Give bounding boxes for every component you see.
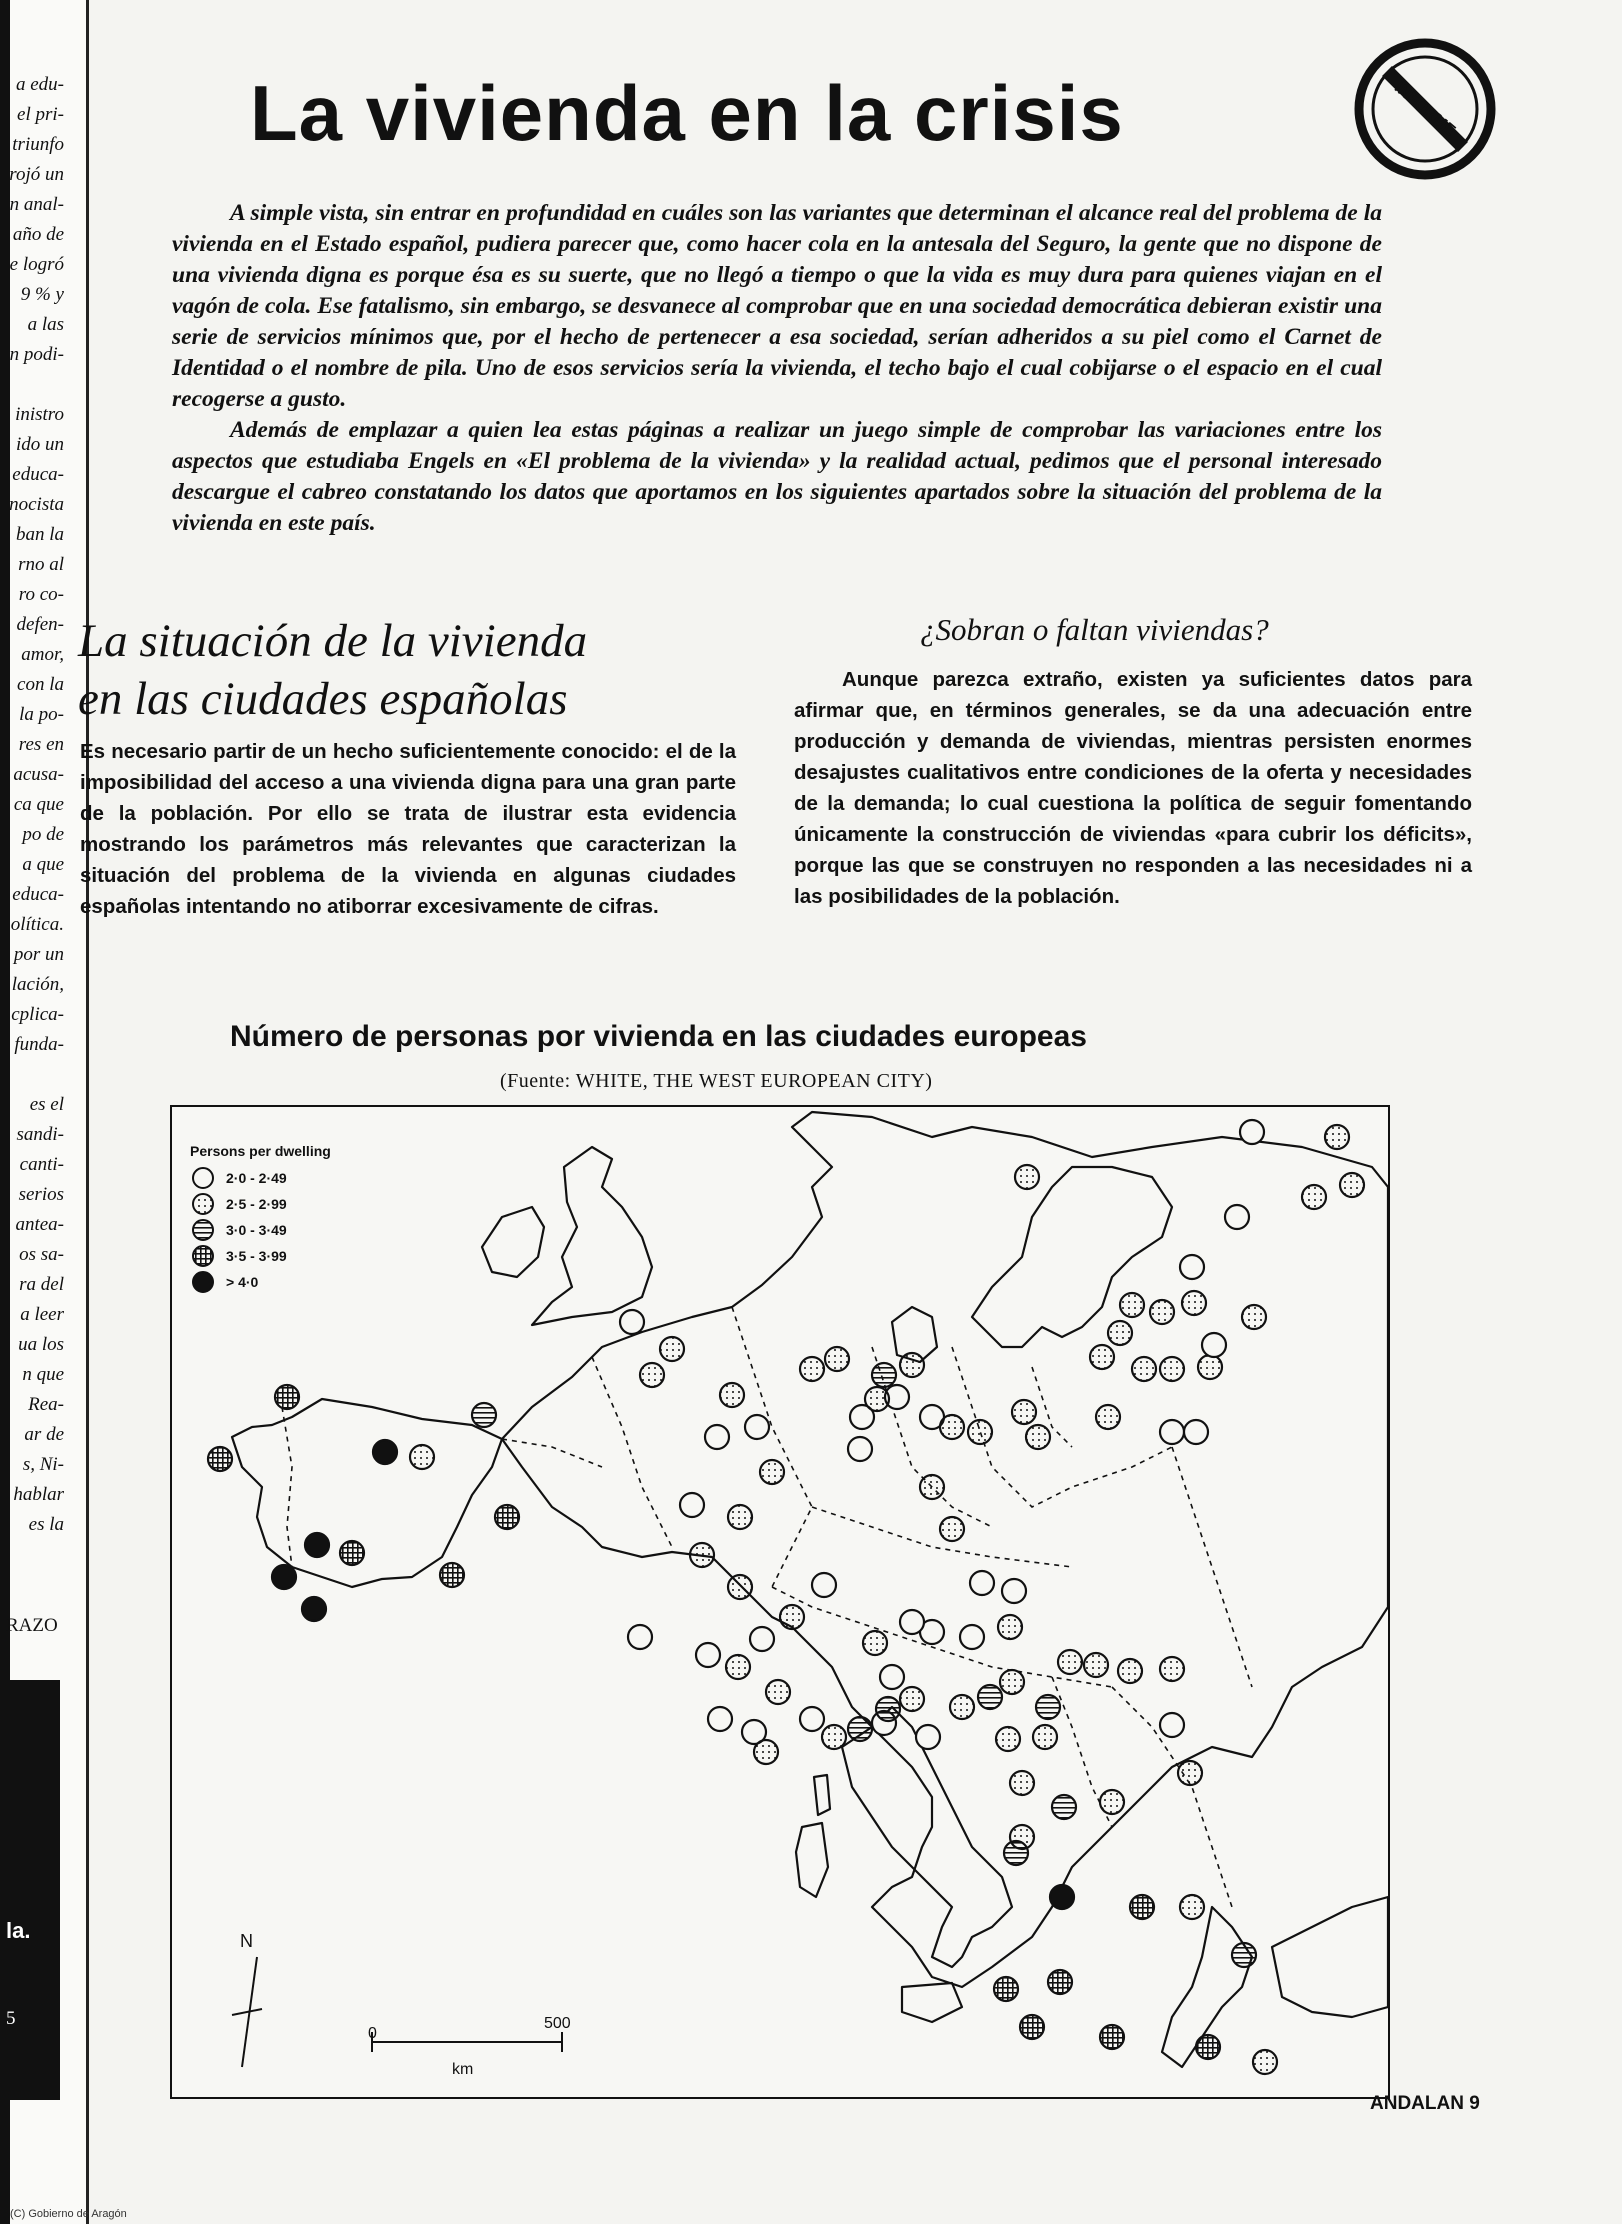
previous-page-line: olítica. [10,914,64,935]
previous-page-line: defen- [16,614,64,635]
map-source: (Fuente: WHITE, THE WEST EUROPEAN CITY) [500,1070,933,1092]
previous-page-line: sandi- [16,1124,64,1145]
previous-page-line: cplica- [11,1004,64,1025]
city-marker [900,1687,924,1711]
section-body-situacion: Es necesario partir de un hecho suficientemente conocido: el de la imposibilidad del acceso a una vivienda digna para una gran parte de la población. Por ello se trata de ilustrar esta evidencia mostrando los parámetros más relevantes que caracterizan la situación del problema de la vivienda en algunas ciudades españolas intentando no atiborrar excesivamente de cifras. [80,740,736,918]
legend-label: 2·0 - 2·49 [226,1170,287,1186]
city-marker [1150,1300,1174,1324]
city-marker [950,1695,974,1719]
city-marker [208,1447,232,1471]
section-body-sobran: Aunque parezca extraño, existen ya suficientes datos para afirmar que, en términos generales, se da una adecuación entre producción y demanda de viviendas, mientras persisten enormes desajustes cualitativos entre condiciones de la oferta y necesidades de la demanda; lo cual cuestiona la política de seguir fomentando únicamente la construcción de viviendas «para cubrir los déficits», porque las que se construyen no responden a las necesidades ni a las posibilidades de la población. [794,668,1472,908]
city-marker [760,1460,784,1484]
previous-page-line: la po- [19,704,64,725]
previous-page-line: a edu- [15,74,64,95]
previous-page-line: con la [17,674,64,695]
legend-label: 3·5 - 3·99 [226,1248,287,1264]
previous-page-line: educa- [12,884,64,905]
sicily-coast [902,1983,962,2022]
city-marker [1178,1761,1202,1785]
city-marker [705,1425,729,1449]
city-marker [1020,2015,1044,2039]
city-marker [1242,1305,1266,1329]
legend-item [190,1191,331,1217]
city-marker [1002,1579,1026,1603]
previous-page-line: triunfo [12,134,64,155]
city-marker [1130,1895,1154,1919]
city-marker [766,1680,790,1704]
previous-page-line: po de [22,824,64,845]
intro-paragraph-2: Además de emplazar a quien lea estas páginas a realizar un juego simple de comprobar las variaciones entre los aspectos que estudiaba Engels en «El problema de la vivienda» y la realidad actual, pedimos que el personal interesado descargue el cabreo constatando los datos que aportamos en los siguientes apartados sobre la situación del problema de la vivienda en este país. [172,417,1382,536]
section-heading-line-1: La situación de la vivienda [78,615,588,667]
city-marker [680,1493,704,1517]
previous-page-dark-number: 5 [6,2008,16,2029]
previous-page-line: funda- [14,1034,64,1055]
city-marker [1160,1357,1184,1381]
city-marker [880,1665,904,1689]
city-marker [708,1707,732,1731]
section-heading-situacion [78,612,698,728]
city-marker [1340,1173,1364,1197]
scale-bar-unit: km [452,2061,474,2078]
city-marker [1096,1405,1120,1429]
previous-page-signature: RAZO [6,1615,58,1636]
map-scale-and-north [232,1957,562,2067]
city-marker [876,1697,900,1721]
city-marker [302,1597,326,1621]
previous-page-line: ro co- [18,584,64,605]
city-marker [996,1727,1020,1751]
city-marker [920,1475,944,1499]
city-marker [495,1505,519,1529]
intro-paragraph-1: A simple vista, sin entrar en profundidad en cuáles son las variantes que determinan el alcance real del problema de la vivienda en el Estado español, pudiera parecer que, como hacer cola en la antesala del Seguro, la gente que no dispone de una vivienda digna es porque ésa es su suerte, que no llegó a tiempo o que la vida es muy dura para quienes viajan en el vagón de cola. Ese fatalismo, sin embargo, se desvanece al comprobar que en una sociedad democrática debieran existir una serie de servicios mínimos que, por el hecho de pertenecer a esa sociedad, serían adheridos a su piel como el Carnet de Identidad o el nombre de pila. Uno de esos servicios sería la vivienda, el techo bajo el cual cobijarse o el espacio en el cual recogerse a gusto. [172,200,1382,412]
previous-page-line: 9 % y [20,284,64,305]
city-marker [1182,1291,1206,1315]
ireland-coast [482,1207,544,1277]
city-marker [1132,1357,1156,1381]
legend-swatch-grid-circle [190,1243,216,1269]
city-marker [940,1415,964,1439]
previous-page-line: ban la [15,524,64,545]
legend-swatch-striped-circle [190,1217,216,1243]
scale-bar-start: 0 [368,2025,377,2042]
previous-page-line: ua los [18,1334,64,1355]
previous-page-line: canti- [19,1154,64,1175]
city-marker [1253,2050,1277,2074]
city-marker [978,1685,1002,1709]
city-marker [305,1533,329,1557]
north-arrow-label: N [240,1931,253,1951]
previous-page-line: nocista [9,494,64,515]
city-marker [690,1543,714,1567]
mainland-coast [502,1112,1388,1987]
city-marker [1026,1425,1050,1449]
city-marker [994,1977,1018,2001]
city-marker [660,1337,684,1361]
city-marker [728,1505,752,1529]
section-heading-sobran: ¿Sobran o faltan viviendas? [920,612,1269,647]
city-marker [1202,1333,1226,1357]
previous-page-line: a leer [20,1304,64,1325]
city-marker [872,1363,896,1387]
previous-page-line: por un [13,944,64,965]
city-marker [754,1740,778,1764]
city-marker [1118,1659,1142,1683]
previous-page-line: Rea- [28,1394,64,1415]
previous-page-dark-text: la. [6,1918,31,1943]
previous-page-line: s, Ni- [22,1454,64,1475]
previous-page-line: es el [29,1094,64,1115]
legend-swatch-dotted-circle [190,1191,216,1217]
legend-swatch-filled-circle [190,1269,216,1295]
previous-page-line: acusa- [13,764,64,785]
legend-swatch-open-circle [190,1165,216,1191]
city-marker [410,1445,434,1469]
previous-page-line: e logró [9,254,64,275]
previous-page-line: a las [27,314,64,335]
map-legend [190,1143,331,1295]
europe-map [172,1107,1388,2097]
city-marker [863,1631,887,1655]
turkey-coast [1272,1897,1388,2017]
city-marker [696,1643,720,1667]
city-marker [822,1725,846,1749]
legend-title: Persons per dwelling [190,1143,331,1159]
city-marker [1048,1970,1072,1994]
legend-item [190,1217,331,1243]
previous-page-line: año de [12,224,64,245]
city-marker [1012,1400,1036,1424]
map-title: Número de personas por vivienda en las ciudades europeas [230,1020,1087,1053]
city-marker [340,1541,364,1565]
previous-page-line: hablar [13,1484,64,1505]
city-marker [1052,1795,1076,1819]
city-marker [900,1353,924,1377]
previous-page-line: rno al [18,554,64,575]
city-marker [745,1415,769,1439]
city-marker [900,1610,924,1634]
article-title: La vivienda en la crisis [250,69,1124,157]
city-marker [1325,1125,1349,1149]
scale-bar-end: 500 [544,2015,571,2032]
legend-label: > 4·0 [226,1274,259,1290]
city-marker [1108,1321,1132,1345]
copyright-notice: (C) Gobierno de Aragón [10,2208,127,2220]
previous-page-line: os sa- [19,1244,64,1265]
previous-page-line: antea- [15,1214,64,1235]
previous-page-dark-block [0,1680,60,2100]
city-marker [998,1615,1022,1639]
city-marker [800,1357,824,1381]
previous-page-line: n podi- [9,344,64,365]
city-marker [1084,1653,1108,1677]
city-marker [1160,1420,1184,1444]
city-marker [1000,1670,1024,1694]
city-marker [1180,1895,1204,1919]
city-marker [1015,1165,1039,1189]
city-marker [1100,2025,1124,2049]
city-marker [1090,1345,1114,1369]
city-marker [800,1707,824,1731]
city-marker [940,1517,964,1541]
previous-page-line: amor, [21,644,64,665]
city-marker [1100,1790,1124,1814]
svg-text:INFORME: INFORME [1390,79,1459,140]
city-marker [968,1420,992,1444]
magazine-name: ANDALAN [1370,2093,1464,2114]
informe-logo [1350,34,1500,184]
previous-page-line: ca que [13,794,64,815]
city-marker [916,1725,940,1749]
city-marker [865,1387,889,1411]
city-marker [272,1565,296,1589]
legend-item [190,1269,331,1295]
previous-page-line: ra del [19,1274,64,1295]
previous-page-line [8,370,64,400]
sardinia-coast [796,1823,828,1897]
europe-map-figure [170,1105,1390,2099]
city-marker [812,1573,836,1597]
previous-page-text-column [8,70,64,1540]
previous-page-line: n anal- [9,194,64,215]
previous-page-line: lación, [11,974,64,995]
city-marker [1160,1713,1184,1737]
city-marker [780,1605,804,1629]
article-intro [172,198,1382,539]
section-heading-line-2: en las ciudades españolas [78,673,568,725]
city-marker [275,1385,299,1409]
city-marker [1036,1695,1060,1719]
great-britain-coast [532,1147,652,1325]
previous-page-line: res en [18,734,64,755]
previous-page-line [8,1060,64,1090]
city-marker [1232,1943,1256,1967]
city-marker [970,1571,994,1595]
previous-page-line: ido un [15,434,64,455]
legend-label: 3·0 - 3·49 [226,1222,287,1238]
previous-page-line: es la [28,1514,64,1535]
city-marker [960,1625,984,1649]
legend-item [190,1165,331,1191]
corsica-coast [814,1775,830,1815]
legend-label: 2·5 - 2·99 [226,1196,287,1212]
city-marker [848,1437,872,1461]
city-marker [472,1403,496,1427]
previous-page-line: el pri- [17,104,64,125]
city-marker [1225,1205,1249,1229]
scandinavia-coast [972,1167,1172,1347]
previous-page-line: n que [22,1364,64,1385]
city-marker [1120,1293,1144,1317]
city-marker [1240,1120,1264,1144]
previous-page-line: inistro [15,404,64,425]
previous-page-line: rojó un [9,164,64,185]
city-marker [1160,1657,1184,1681]
city-marker [1004,1841,1028,1865]
iberia-coast [232,1399,502,1587]
city-marker [1302,1185,1326,1209]
city-marker [750,1627,774,1651]
legend-item [190,1243,331,1269]
city-marker [640,1363,664,1387]
city-marker [1184,1420,1208,1444]
page-number: 9 [1469,2093,1480,2114]
city-marker [1050,1885,1074,1909]
city-marker [1058,1650,1082,1674]
city-marker [726,1655,750,1679]
city-marker [1180,1255,1204,1279]
city-marker [1196,2035,1220,2059]
city-marker [1033,1725,1057,1749]
city-marker [825,1347,849,1371]
city-marker [620,1310,644,1334]
previous-page-line: serios [18,1184,64,1205]
city-marker [1198,1355,1222,1379]
city-marker [373,1440,397,1464]
city-marker [440,1563,464,1587]
previous-page-line: a que [22,854,64,875]
city-marker [1010,1771,1034,1795]
city-marker [728,1575,752,1599]
previous-page-line: ar de [24,1424,64,1445]
previous-page-line: educa- [12,464,64,485]
city-marker [720,1383,744,1407]
city-marker [848,1717,872,1741]
city-marker [628,1625,652,1649]
page-footer [1370,2093,1480,2115]
